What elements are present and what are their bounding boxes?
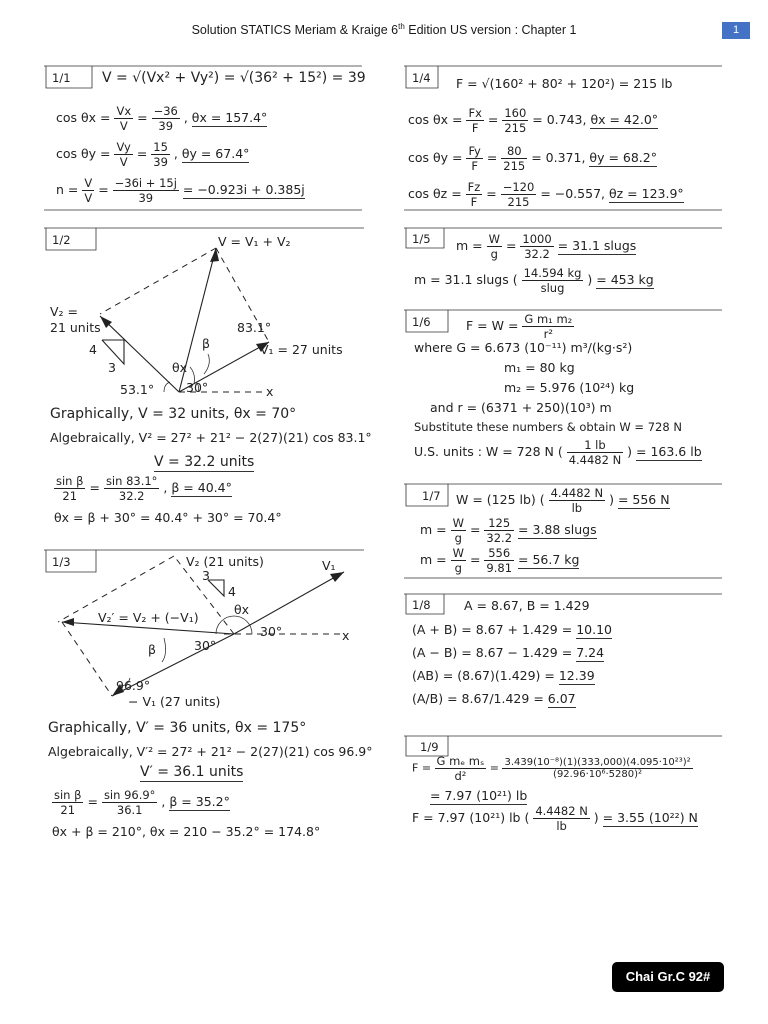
graphical-result: Graphically, V′ = 36 units, θx = 175°	[48, 720, 307, 736]
theta-x-label: θx	[234, 602, 250, 617]
problem-1-6	[404, 306, 722, 468]
triangle-side-3: 3	[108, 360, 116, 375]
quotient-row: (A/B) = 8.67/1.429 = 6.07	[412, 691, 576, 706]
angle-30a-label: 30°	[260, 624, 283, 639]
mass-m1: m₁ = 80 kg	[504, 360, 575, 375]
beta-label: β	[148, 642, 156, 657]
theta-x-final: θx + β = 210°, θx = 210 − 35.2° = 174.8°	[52, 824, 321, 839]
problem-number: 1/1	[52, 71, 71, 85]
x-axis-label: x	[342, 628, 350, 643]
neg-v1-label: − V₁ (27 units)	[128, 694, 221, 709]
angle-30-label: 30°	[186, 380, 209, 395]
problem-number: 1/8	[412, 598, 431, 612]
problem-1-4	[404, 62, 722, 212]
problem-1-8	[404, 590, 722, 720]
angle-96-label: 96.9°	[116, 678, 151, 693]
angle-83-label: 83.1°	[237, 320, 272, 335]
given-values: A = 8.67, B = 1.429	[464, 598, 590, 613]
gravitational-constant: where G = 6.673 (10⁻¹¹) m³/(kg·s²)	[414, 340, 633, 355]
angle-53-label: 53.1°	[120, 382, 155, 397]
triangle-side-4: 4	[89, 342, 97, 357]
difference-row: (A − B) = 8.67 − 1.429 = 7.24	[412, 645, 605, 660]
problem-number: 1/4	[412, 71, 431, 85]
magnitude-equation: V = √(Vx² + Vy²) = √(36² + 15²) = 39	[102, 70, 366, 86]
triangle-side-4: 4	[228, 584, 236, 599]
problem-number: 1/9	[420, 740, 439, 754]
problem-1-2	[44, 224, 372, 534]
force-newton-row: F = 7.97 (10²¹) lb ( $\frac{4.4482 N}{lb}$ ) = 3.55 (10²²) N	[412, 804, 698, 833]
algebraic-equation: Algebraically, V′² = 27² + 21² − 2(27)(21) cos 96.9°	[48, 744, 373, 759]
problem-1-3	[44, 546, 373, 846]
force-equation: F = $\frac{\text{G mₑ mₛ}}{\text{d²}}$ = $\frac{\text{3.439(10⁻⁸)(1)(333,000)(4.095·10²³)²}}{\text{(92.96·10⁶·5280)²}}$	[412, 754, 691, 783]
mass-row-2: m = 31.1 slugs ( $\frac{14.594 kg}{\text{slug}}$ ) = 453 kg	[414, 266, 654, 295]
sine-law-row: $\frac{\text{sin β}}{21}$ = $\frac{\sin 83.1^\circ}{32.2}$ , β = 40.4°	[56, 474, 232, 503]
resultant-label: V₂′ = V₂ + (−V₁)	[98, 610, 199, 625]
v2-label: V₂ (21 units)	[186, 554, 264, 569]
v2-label: V₂ =	[50, 304, 79, 319]
unit-vector-row: n = $\frac{V}{V}$ = $\frac{-36i + 15j}{39}$ = −0.923i + 0.385j	[56, 176, 305, 205]
force-lb: = 7.97 (10²¹) lb	[430, 788, 528, 803]
cos-theta-z-row: cos θz = $\frac{Fz}{F}$ = $\frac{-120}{215}$ = −0.557, θz = 123.9°	[408, 180, 684, 209]
problem-number: 1/2	[52, 233, 71, 247]
mass-row-1: m = $\frac{W}{g}$ = $\frac{1000}{32.2}$ = 31.1 slugs	[456, 232, 637, 261]
graphical-result: Graphically, V = 32 units, θx = 70°	[50, 406, 297, 422]
us-units-row: U.S. units : W = 728 N ( $\frac{1 lb}{4.4482 N}$ ) = 163.6 lb	[414, 438, 702, 467]
resultant-label: V = V₁ + V₂	[218, 234, 291, 249]
weight-row: W = (125 lb) ( $\frac{4.4482 N}{lb}$ ) = 556 N	[456, 486, 670, 515]
cos-theta-x-row: cos θx = $\frac{Vx}{V}$ = $\frac{-36}{39}$ , θx = 157.4°	[56, 104, 268, 133]
substitution-result: Substitute these numbers & obtain W = 728 N	[414, 420, 682, 434]
sum-row: (A + B) = 8.67 + 1.429 = 10.10	[412, 622, 612, 637]
cos-theta-y-row: cos θy = $\frac{Vy}{V}$ = $\frac{15}{39}$ , θy = 67.4°	[56, 140, 250, 169]
distance-r: and r = (6371 + 250)(10³) m	[430, 400, 612, 415]
problem-number: 1/7	[422, 489, 441, 503]
product-row: (AB) = (8.67)(1.429) = 12.39	[412, 668, 595, 683]
problem-number: 1/6	[412, 315, 431, 329]
algebraic-equation: Algebraically, V² = 27² + 21² − 2(27)(21) cos 83.1°	[50, 430, 372, 445]
gravitation-equation: F = W = $\frac{\text{G m₁ m₂}}{\text{r²}}$	[466, 312, 573, 341]
page-header-title: Solution STATICS Meriam & Kraige 6th Edition US version : Chapter 1	[191, 22, 577, 38]
v1-label: V₁	[322, 558, 336, 573]
magnitude-equation: F = √(160² + 80² + 120²) = 215 lb	[456, 76, 673, 91]
author-badge: Chai Gr.C 92#	[612, 962, 724, 992]
mass-m2: m₂ = 5.976 (10²⁴) kg	[504, 380, 635, 395]
problem-1-5	[404, 224, 722, 296]
problem-1-7	[404, 480, 722, 580]
page-number-badge: 1	[722, 22, 750, 39]
mass-kg-row: m = $\frac{W}{g}$ = $\frac{556}{9.81}$ = 56.7 kg	[420, 546, 580, 575]
algebraic-result: V′ = 36.1 units	[140, 764, 244, 780]
sine-law-row: $\frac{\text{sin β}}{21}$ = $\frac{\sin 96.9^\circ}{36.1}$ , β = 35.2°	[54, 788, 230, 817]
problem-1-1	[44, 62, 366, 212]
v1-label: V₁ = 27 units	[260, 342, 343, 357]
triangle-side-3: 3	[202, 568, 210, 583]
problem-1-9	[404, 732, 722, 832]
x-axis-label: x	[266, 384, 274, 399]
mass-slugs-row: m = $\frac{W}{g}$ = $\frac{125}{32.2}$ = 3.88 slugs	[420, 516, 597, 545]
beta-label: β	[202, 336, 210, 351]
algebraic-result: V = 32.2 units	[154, 454, 255, 470]
cos-theta-y-row: cos θy = $\frac{Fy}{F}$ = $\frac{80}{215}$ = 0.371, θy = 68.2°	[408, 144, 657, 173]
theta-x-final: θx = β + 30° = 40.4° + 30° = 70.4°	[54, 510, 282, 525]
v2-magnitude-label: 21 units	[50, 320, 101, 335]
angle-30b-label: 30°	[194, 638, 217, 653]
cos-theta-x-row: cos θx = $\frac{Fx}{F}$ = $\frac{160}{215}$ = 0.743, θx = 42.0°	[408, 106, 659, 135]
theta-x-label: θx	[172, 360, 188, 375]
problem-number: 1/5	[412, 232, 431, 246]
problem-number: 1/3	[52, 555, 71, 569]
